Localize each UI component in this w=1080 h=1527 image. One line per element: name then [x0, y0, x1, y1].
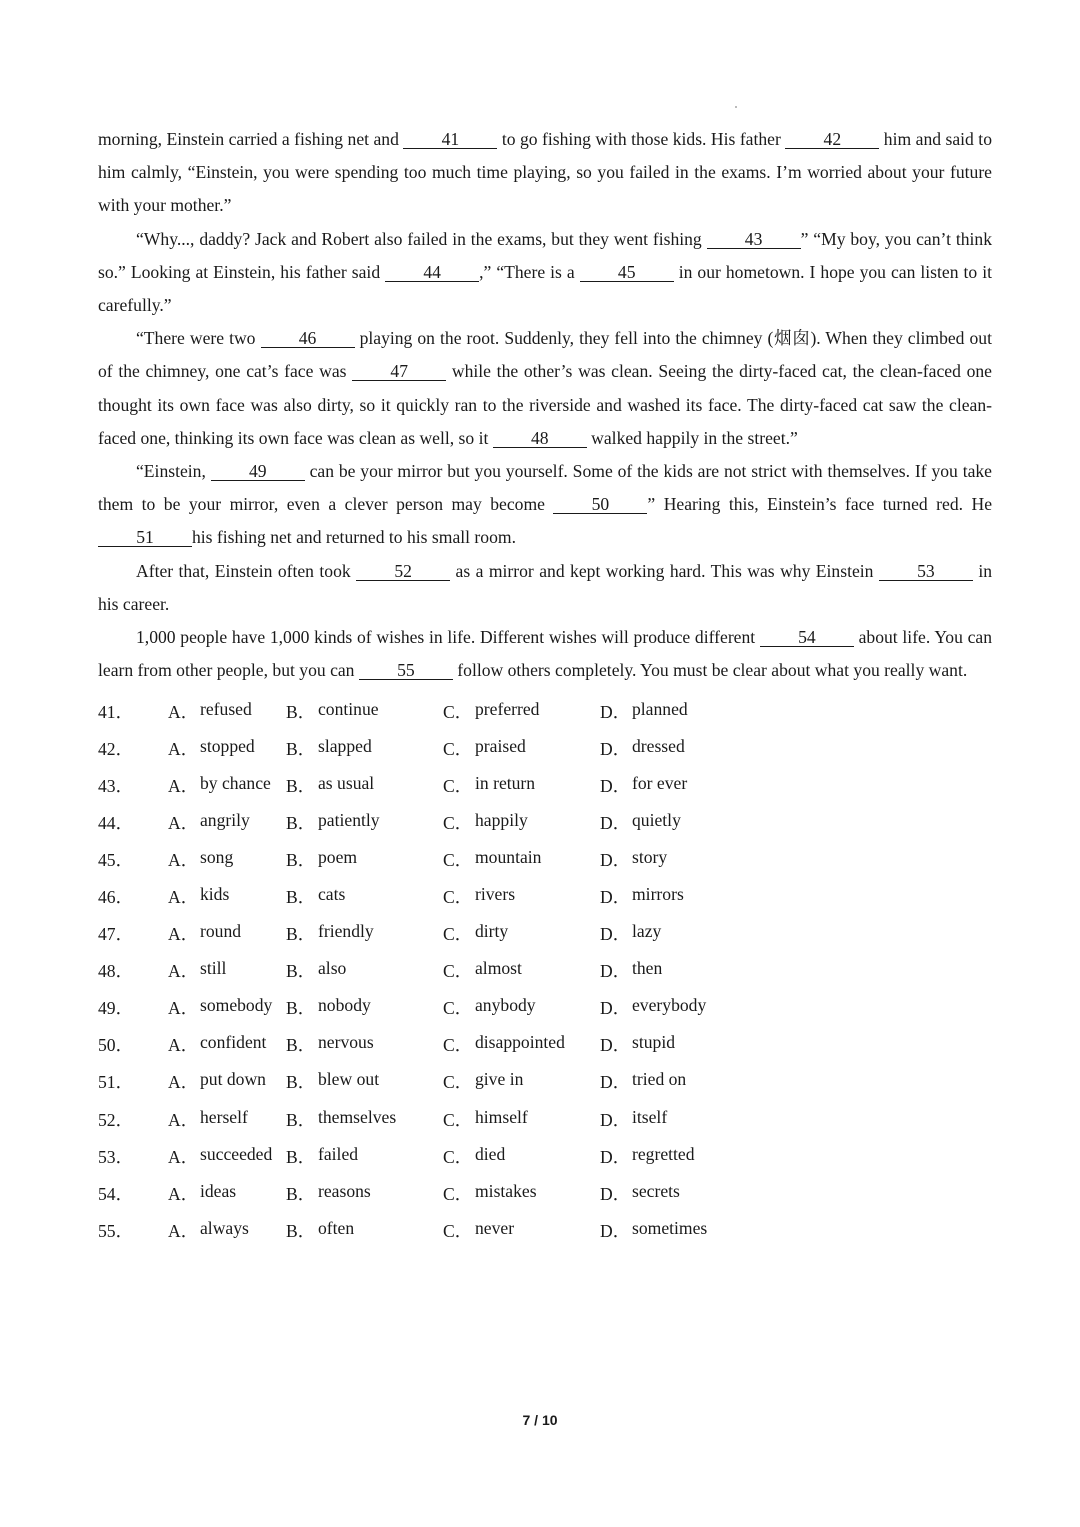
option-letter: A．	[168, 849, 199, 870]
blank-55: 55	[359, 661, 453, 680]
option-text: kids	[200, 883, 230, 904]
option-d	[600, 958, 750, 983]
option-d	[600, 810, 750, 835]
option-c	[443, 773, 600, 798]
option-letter: A．	[168, 998, 199, 1019]
blank-41: 41	[403, 130, 497, 149]
option-letter: D．	[600, 1072, 631, 1093]
option-letter: A．	[168, 1035, 199, 1056]
option-letter: D．	[600, 775, 631, 796]
option-c	[443, 699, 600, 724]
option-text: poem	[318, 846, 358, 867]
blank-45: 45	[580, 263, 674, 282]
option-letter: B．	[286, 924, 316, 945]
passage-text: After that, Einstein often took	[136, 560, 357, 581]
option-a	[168, 884, 286, 909]
passage-text: walked happily in the street.”	[586, 427, 798, 448]
option-letter: A．	[168, 1220, 199, 1241]
option-c	[443, 1069, 600, 1094]
option-letter: C．	[443, 1183, 473, 1204]
option-letter: C．	[443, 1146, 473, 1167]
option-letter: A．	[168, 775, 199, 796]
option-d	[600, 1144, 750, 1169]
option-b	[286, 1107, 443, 1132]
option-b	[286, 1144, 443, 1169]
blank-42: 42	[785, 130, 879, 149]
option-text: lazy	[632, 921, 662, 942]
option-text: regretted	[632, 1143, 695, 1164]
option-letter: D．	[600, 1035, 631, 1056]
option-text: happily	[475, 809, 528, 830]
option-text: also	[318, 958, 347, 979]
option-b	[286, 1218, 443, 1243]
blank-50: 50	[553, 495, 647, 514]
option-letter: B．	[286, 1183, 316, 1204]
option-c	[443, 995, 600, 1020]
option-letter: C．	[443, 1109, 473, 1130]
option-text: often	[318, 1217, 355, 1238]
question-row	[98, 1212, 992, 1249]
cloze-passage	[98, 123, 992, 687]
option-c	[443, 847, 600, 872]
option-a	[168, 1069, 286, 1094]
option-a	[168, 699, 286, 724]
option-text: blew out	[318, 1069, 380, 1090]
option-d	[600, 995, 750, 1020]
question-number: 45．	[98, 849, 134, 870]
option-letter: C．	[443, 738, 473, 759]
option-letter: D．	[600, 924, 631, 945]
question-number: 41．	[98, 701, 134, 722]
option-text: praised	[475, 735, 526, 756]
paragraph	[98, 123, 992, 223]
question-row	[98, 730, 992, 767]
passage-text: “There were two	[136, 328, 261, 349]
option-b	[286, 699, 443, 724]
option-text: anybody	[475, 995, 536, 1016]
option-text: mountain	[475, 846, 542, 867]
option-b	[286, 921, 443, 946]
option-text: by chance	[200, 772, 271, 793]
option-d	[600, 884, 750, 909]
option-text: quietly	[632, 809, 681, 830]
option-letter: D．	[600, 1183, 631, 1204]
option-letter: B．	[286, 886, 316, 907]
option-text: tried on	[632, 1069, 687, 1090]
option-a	[168, 847, 286, 872]
option-letter: A．	[168, 1072, 199, 1093]
option-text: disappointed	[475, 1032, 565, 1053]
paragraph	[98, 621, 992, 687]
option-text: never	[475, 1217, 515, 1238]
option-c	[443, 1107, 600, 1132]
option-c	[443, 736, 600, 761]
option-d	[600, 736, 750, 761]
option-b	[286, 1181, 443, 1206]
option-letter: B．	[286, 775, 316, 796]
passage-text: ,” “There is a	[479, 261, 580, 282]
option-text: slapped	[318, 735, 372, 756]
option-letter: A．	[168, 1183, 199, 1204]
blank-48: 48	[493, 429, 587, 448]
question-row	[98, 767, 992, 804]
option-letter: C．	[443, 812, 473, 833]
option-text: angrily	[200, 809, 250, 830]
option-text: dressed	[632, 735, 685, 756]
option-letter: B．	[286, 998, 316, 1019]
question-number: 49．	[98, 998, 134, 1019]
question-row	[98, 915, 992, 952]
document-page	[98, 123, 992, 1249]
option-text: mistakes	[475, 1180, 537, 1201]
option-text: always	[200, 1217, 249, 1238]
option-a	[168, 810, 286, 835]
option-letter: A．	[168, 924, 199, 945]
option-a	[168, 958, 286, 983]
passage-text: ” Hearing this, Einstein’s face turned red. He	[647, 494, 992, 515]
option-d	[600, 1032, 750, 1057]
question-row	[98, 952, 992, 989]
option-text: itself	[632, 1106, 668, 1127]
option-text: nobody	[318, 995, 371, 1016]
option-b	[286, 773, 443, 798]
blank-44: 44	[385, 263, 479, 282]
passage-text: 1,000 people have 1,000 kinds of wishes in life. Different wishes will produce different	[136, 627, 760, 648]
option-c	[443, 884, 600, 909]
option-d	[600, 847, 750, 872]
option-a	[168, 995, 286, 1020]
option-letter: D．	[600, 1220, 631, 1241]
option-text: almost	[475, 958, 522, 979]
option-a	[168, 1032, 286, 1057]
option-letter: A．	[168, 886, 199, 907]
option-c	[443, 921, 600, 946]
option-text: died	[475, 1143, 506, 1164]
option-text: failed	[318, 1143, 359, 1164]
option-text: stupid	[632, 1032, 676, 1053]
option-letter: B．	[286, 849, 316, 870]
passage-text: to go fishing with those kids. His father	[497, 129, 786, 149]
option-d	[600, 699, 750, 724]
option-d	[600, 1107, 750, 1132]
option-text: himself	[475, 1106, 528, 1127]
option-a	[168, 736, 286, 761]
option-letter: B．	[286, 961, 316, 982]
option-b	[286, 847, 443, 872]
option-text: patiently	[318, 809, 380, 830]
option-text: themselves	[318, 1106, 397, 1127]
blank-52: 52	[356, 562, 450, 581]
option-letter: D．	[600, 886, 631, 907]
option-letter: B．	[286, 812, 316, 833]
option-letter: A．	[168, 738, 199, 759]
option-text: still	[200, 958, 227, 979]
option-text: sometimes	[632, 1217, 708, 1238]
passage-text: while the other’s was clean. Seeing the dirty-faced cat, the clean-faced one thought its own face was also dirty, so it quickly ran to the riverside and washed its face. The dirty-faced cat saw the clean-faced one, thinking its own face was clean as well, so it	[98, 361, 992, 448]
option-text: mirrors	[632, 883, 684, 904]
question-row	[98, 1026, 992, 1063]
option-text: in return	[475, 772, 536, 793]
option-text: friendly	[318, 921, 374, 942]
question-number: 43．	[98, 775, 134, 796]
option-text: cats	[318, 883, 346, 904]
passage-text: can be your mirror but you yourself. Some of the kids are not strict with themselves. If you take them to be your mirror, even a clever person may become	[98, 461, 992, 515]
option-text: for ever	[632, 772, 688, 793]
option-letter: A．	[168, 701, 199, 722]
option-b	[286, 1032, 443, 1057]
paragraph	[98, 223, 992, 323]
passage-text: him and said to him calmly, “Einstein, you were spending too much time playing, so you failed in the exams. I’m worried about your future with your mother.”	[98, 129, 992, 216]
option-text: nervous	[318, 1032, 374, 1053]
passage-text: “Einstein,	[136, 461, 211, 482]
scan-speck	[735, 106, 737, 108]
blank-49: 49	[211, 462, 305, 481]
option-d	[600, 1069, 750, 1094]
passage-text: in our hometown. I hope you can listen to it carefully.”	[98, 261, 992, 316]
option-letter: A．	[168, 812, 199, 833]
option-letter: C．	[443, 775, 473, 796]
option-text: continue	[318, 698, 379, 719]
option-text: somebody	[200, 995, 273, 1016]
passage-text: follow others completely. You must be clear about what you really want.	[452, 660, 968, 681]
passage-text: ” “My boy, you can’t think so.” Looking at Einstein, his father said	[98, 228, 992, 282]
option-letter: B．	[286, 1146, 316, 1167]
passage-text: “Why..., daddy? Jack and Robert also failed in the exams, but they went fishing	[136, 228, 707, 249]
option-text: rivers	[475, 883, 516, 904]
question-number: 53．	[98, 1146, 134, 1167]
option-letter: C．	[443, 1035, 473, 1056]
blank-46: 46	[261, 329, 355, 348]
option-text: herself	[200, 1106, 248, 1127]
option-a	[168, 1218, 286, 1243]
question-row	[98, 1175, 992, 1212]
question-number: 42．	[98, 738, 134, 759]
option-a	[168, 1181, 286, 1206]
question-row	[98, 878, 992, 915]
option-c	[443, 1181, 600, 1206]
option-c	[443, 810, 600, 835]
option-letter: C．	[443, 849, 473, 870]
option-letter: C．	[443, 701, 473, 722]
option-text: refused	[200, 698, 252, 719]
option-text: as usual	[318, 772, 375, 793]
option-letter: D．	[600, 701, 631, 722]
question-number: 55．	[98, 1220, 134, 1241]
option-letter: B．	[286, 1220, 316, 1241]
option-b	[286, 995, 443, 1020]
blank-54: 54	[760, 628, 854, 647]
option-text: then	[632, 958, 663, 979]
option-d	[600, 1218, 750, 1243]
question-row	[98, 1063, 992, 1100]
option-text: preferred	[475, 698, 540, 719]
option-text: succeeded	[200, 1143, 273, 1164]
question-row	[98, 1138, 992, 1175]
option-d	[600, 773, 750, 798]
passage-text: playing on the root. Suddenly, they fell into the chimney (烟囱). When they climbed out of the chimney, one cat’s face was	[98, 328, 992, 382]
question-row	[98, 1100, 992, 1137]
blank-51: 51	[98, 528, 192, 547]
option-text: ideas	[200, 1180, 237, 1201]
option-letter: A．	[168, 1146, 199, 1167]
paragraph	[98, 555, 992, 621]
option-letter: B．	[286, 1035, 316, 1056]
option-letter: D．	[600, 998, 631, 1019]
option-a	[168, 1107, 286, 1132]
option-letter: C．	[443, 998, 473, 1019]
option-text: put down	[200, 1069, 266, 1090]
question-number: 47．	[98, 924, 134, 945]
option-letter: C．	[443, 1220, 473, 1241]
blank-47: 47	[352, 362, 446, 381]
option-letter: C．	[443, 1072, 473, 1093]
option-c	[443, 1032, 600, 1057]
option-letter: D．	[600, 812, 631, 833]
option-letter: D．	[600, 849, 631, 870]
option-letter: C．	[443, 886, 473, 907]
question-list	[98, 692, 992, 1248]
option-letter: A．	[168, 1109, 199, 1130]
option-c	[443, 1144, 600, 1169]
option-letter: A．	[168, 961, 199, 982]
option-text: give in	[475, 1069, 524, 1090]
question-number: 51．	[98, 1072, 134, 1093]
option-text: everybody	[632, 995, 707, 1016]
option-b	[286, 958, 443, 983]
passage-text: in his career.	[98, 560, 992, 614]
question-row	[98, 804, 992, 841]
option-text: round	[200, 921, 242, 942]
option-c	[443, 1218, 600, 1243]
blank-53: 53	[879, 562, 973, 581]
option-b	[286, 1069, 443, 1094]
passage-text: morning, Einstein carried a fishing net and	[98, 129, 404, 149]
question-number: 46．	[98, 886, 134, 907]
passage-text: about life. You can learn from other people, but you can	[98, 627, 992, 681]
question-row	[98, 989, 992, 1026]
question-number: 54．	[98, 1183, 134, 1204]
option-text: dirty	[475, 921, 509, 942]
option-b	[286, 884, 443, 909]
option-text: song	[200, 846, 234, 867]
option-b	[286, 810, 443, 835]
option-b	[286, 736, 443, 761]
blank-43: 43	[707, 230, 801, 249]
option-d	[600, 1181, 750, 1206]
paragraph	[98, 322, 992, 455]
option-letter: D．	[600, 1146, 631, 1167]
option-letter: B．	[286, 701, 316, 722]
option-a	[168, 921, 286, 946]
passage-text: his fishing net and returned to his small room.	[192, 527, 516, 548]
option-text: stopped	[200, 735, 255, 756]
option-letter: D．	[600, 738, 631, 759]
question-number: 48．	[98, 961, 134, 982]
paragraph	[98, 455, 992, 555]
option-letter: D．	[600, 961, 631, 982]
option-text: planned	[632, 698, 688, 719]
option-a	[168, 773, 286, 798]
question-number: 50．	[98, 1035, 134, 1056]
option-text: confident	[200, 1032, 267, 1053]
option-text: reasons	[318, 1180, 371, 1201]
question-number: 44．	[98, 812, 134, 833]
option-letter: B．	[286, 1072, 316, 1093]
option-a	[168, 1144, 286, 1169]
question-row	[98, 841, 992, 878]
option-d	[600, 921, 750, 946]
option-text: secrets	[632, 1180, 680, 1201]
option-letter: B．	[286, 1109, 316, 1130]
option-letter: D．	[600, 1109, 631, 1130]
option-c	[443, 958, 600, 983]
passage-text: as a mirror and kept working hard. This was why Einstein	[450, 560, 879, 581]
page-number: 7 / 10	[522, 1412, 558, 1428]
option-letter: B．	[286, 738, 316, 759]
option-letter: C．	[443, 924, 473, 945]
question-number: 52．	[98, 1109, 134, 1130]
option-letter: C．	[443, 961, 473, 982]
option-text: story	[632, 846, 668, 867]
question-row	[98, 692, 992, 729]
